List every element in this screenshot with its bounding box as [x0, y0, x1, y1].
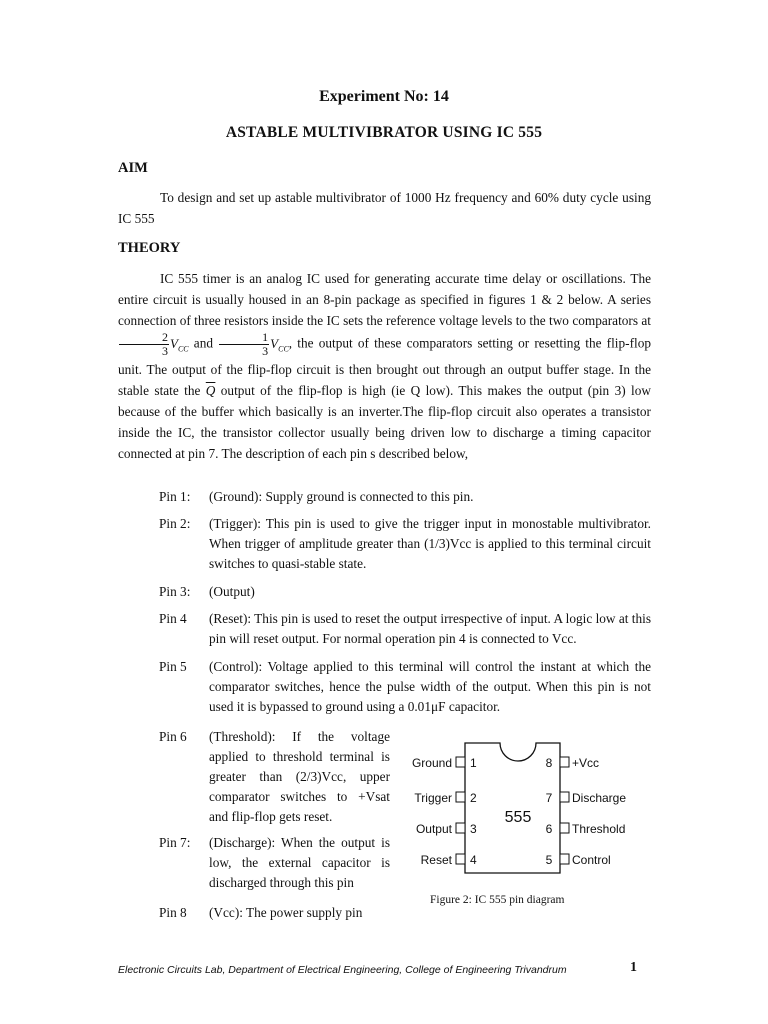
- aim-heading: AIM: [118, 160, 148, 176]
- pin-name: Reset: [420, 853, 452, 867]
- pin-description: (Control): Voltage applied to this terminal will control the instant at which the comparator switches, hence the pulse width of the output. When this pin is not used it is bypassed to ground using a 0.01μF capacitor.: [209, 659, 651, 714]
- pin-number: 4: [470, 853, 477, 867]
- pin-description: (Discharge): When the output is low, the external capacitor is discharged through this pin: [209, 835, 390, 890]
- pin-description: (Vcc): The power supply pin: [209, 905, 363, 920]
- pin-name: +Vcc: [572, 756, 600, 770]
- fraction-numerator: 2: [119, 331, 169, 345]
- pin-label: Pin 8: [159, 905, 187, 920]
- pin-name: Ground: [411, 756, 452, 770]
- fraction-denominator: 3: [162, 344, 168, 359]
- pin-name: Control: [572, 853, 611, 867]
- q-bar-symbol: $\overline{Q}$: [205, 383, 216, 399]
- vcc-symbol: $V_{CC}$: [270, 335, 289, 354]
- pin-number: 8: [545, 756, 553, 770]
- and-word: and: [193, 335, 213, 351]
- theory-text-2: , the output of these comparators setting or resetting the flip-flop unit. The output of the flip-flop circuit is then brought out through an output buffer stage. In the stable state the: [118, 335, 651, 399]
- pin-description: (Trigger): This pin is used to give the trigger input in monostable multivibrator. When trigger of amplitude greater than (1/3)Vcc is applied to this terminal circuit switches to quasi-stable state.: [209, 516, 651, 571]
- pin-box: [456, 854, 465, 864]
- pin-description: (Ground): Supply ground is connected to this pin.: [209, 489, 474, 504]
- pin-name: Trigger: [414, 791, 452, 805]
- fraction-one-third: [219, 331, 269, 358]
- pin-box: [560, 792, 569, 802]
- pin-box: [560, 757, 569, 767]
- pin-number: 1: [470, 756, 477, 770]
- fraction-denominator: 3: [262, 344, 269, 359]
- pin-name: Threshold: [572, 822, 626, 836]
- pin-label: Pin 1:: [159, 489, 191, 504]
- pin-number: 7: [545, 791, 553, 805]
- pin-number: 6: [545, 822, 553, 836]
- pin-label: Pin 7:: [159, 835, 191, 850]
- experiment-number: Experiment No: 14: [319, 88, 449, 105]
- fraction-numerator: 1: [219, 331, 269, 345]
- theory-text-1: IC 555 timer is an analog IC used for generating accurate time delay or oscillations. The entire circuit is usually housed in an 8-pin package as specified in figures 1 & 2 below. A series connection of three resistors inside the IC sets the reference voltage levels to the two comparators at: [118, 271, 651, 328]
- pin-box: [560, 823, 569, 833]
- theory-text-3: output of the flip-flop is high (ie Q low). This makes the output (pin 3) low because of the buffer which basically is an inverter.The flip-flop circuit also operates a transistor inside the IC, the transistor collector usually being driven low to discharge a timing capacitor connected at pin 7. The description of each pin s described below,: [118, 383, 651, 461]
- theory-paragraph: [118, 269, 651, 464]
- pin-description: (Threshold): If the voltage applied to threshold terminal is greater than (2/3)Vcc, upper comparator switches to +Vsat and flip-flop gets reset.: [209, 729, 390, 824]
- pin-box: [560, 854, 569, 864]
- figure-caption: Figure 2: IC 555 pin diagram: [430, 894, 565, 906]
- pin-description: (Reset): This pin is used to reset the output irrespective of input. A logic low at this pin will reset output. For normal operation pin 4 is connected to Vcc.: [209, 611, 651, 646]
- page-title: ASTABLE MULTIVIBRATOR USING IC 555: [225, 124, 543, 141]
- aim-text: To design and set up astable multivibrator of 1000 Hz frequency and 60% duty cycle using IC 555: [118, 190, 651, 226]
- ic555-pin-diagram: [408, 738, 648, 878]
- pin-label: Pin 5: [159, 659, 187, 674]
- pin-box: [456, 757, 465, 767]
- pin-number: 5: [545, 853, 553, 867]
- vcc-symbol: $V_{CC}$: [170, 335, 189, 354]
- pin-label: Pin 4: [159, 611, 187, 626]
- chip-label: 555: [504, 809, 532, 826]
- pin-name: Discharge: [572, 791, 627, 805]
- pin-description: (Output): [209, 584, 255, 599]
- page-number: 1: [630, 960, 637, 975]
- pin-box: [456, 792, 465, 802]
- theory-heading: THEORY: [118, 240, 181, 256]
- page-footer: Electronic Circuits Lab, Department of Electrical Engineering, College of Engineering Trivandrum: [118, 964, 567, 976]
- pin-label: Pin 2:: [159, 516, 191, 531]
- pin-label: Pin 3:: [159, 584, 191, 599]
- pin-label: Pin 6: [159, 729, 187, 744]
- pin-number: 3: [470, 822, 477, 836]
- pin-name: Output: [415, 822, 452, 836]
- fraction-two-thirds: [119, 331, 169, 358]
- pin-box: [456, 823, 465, 833]
- pin-number: 2: [470, 791, 477, 805]
